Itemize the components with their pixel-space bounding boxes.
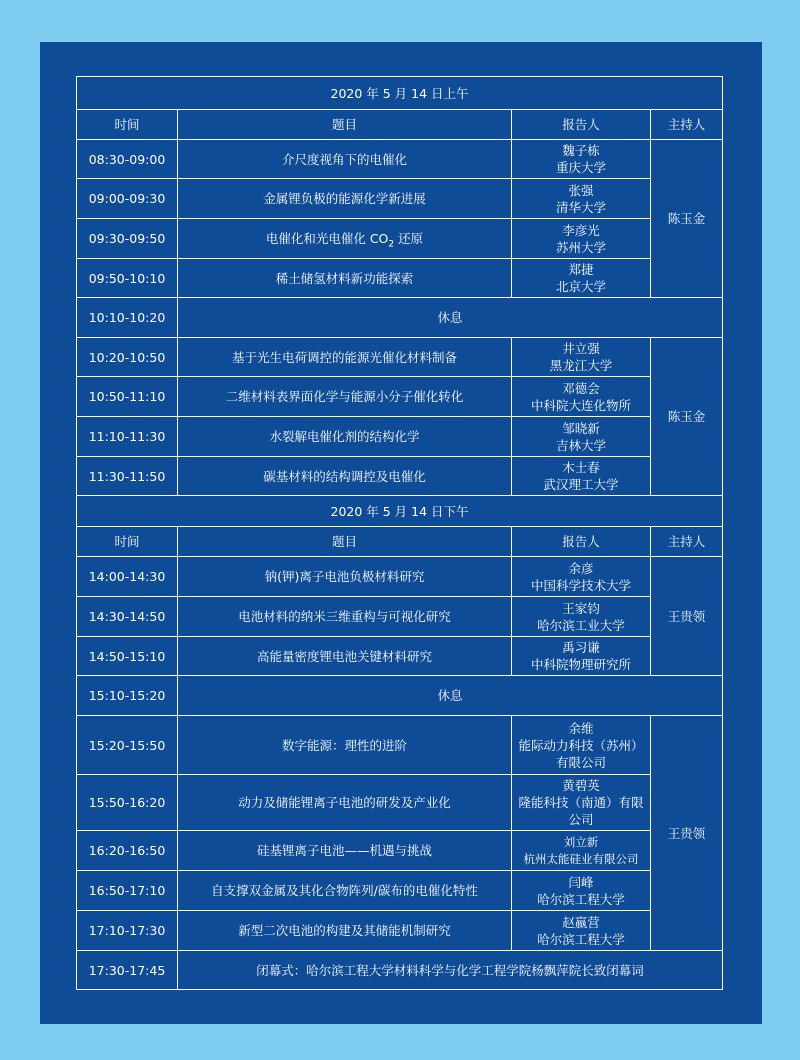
morning-session-title: 2020 年 5 月 14 日上午	[77, 77, 723, 110]
row-speaker	[512, 417, 651, 457]
speaker-org: 中科院大连化物所	[530, 397, 631, 413]
speaker-org: 隆能科技（南通）有限公司	[518, 795, 644, 827]
table-row	[77, 457, 723, 496]
header-row	[77, 527, 723, 557]
row-speaker	[512, 831, 651, 871]
row-topic: 水裂解电催化剂的结构化学	[178, 417, 512, 457]
row-topic: 电池材料的纳米三维重构与可视化研究	[178, 597, 512, 637]
speaker-org: 清华大学	[555, 199, 606, 215]
row-time: 17:10-17:30	[77, 911, 178, 951]
closing-row	[77, 951, 723, 990]
break-row	[77, 298, 723, 338]
speaker-name: 张强	[568, 182, 594, 198]
speaker-org: 哈尔滨工程大学	[537, 891, 625, 907]
break-time: 10:10-10:20	[77, 298, 178, 338]
header-topic: 题目	[178, 110, 512, 140]
session-title-row	[77, 496, 723, 527]
table-row	[77, 259, 723, 298]
speaker-name: 王家钧	[562, 600, 600, 616]
speaker-name: 魏子栋	[562, 143, 600, 158]
speaker-name: 井立强	[562, 341, 600, 356]
speaker-org: 中国科学技术大学	[530, 577, 631, 593]
row-speaker	[512, 457, 651, 496]
break-label: 休息	[178, 298, 723, 338]
row-speaker	[512, 597, 651, 637]
row-time: 14:00-14:30	[77, 557, 178, 597]
table-row	[77, 775, 723, 831]
row-topic	[178, 219, 512, 259]
row-topic: 钠(钾)离子电池负极材料研究	[178, 557, 512, 597]
closing-label: 闭幕式：哈尔滨工程大学材料科学与化学工程学院杨飘萍院长致闭幕词	[178, 951, 723, 990]
row-speaker	[512, 637, 651, 676]
speaker-org: 武汉理工大学	[543, 477, 619, 492]
row-topic: 基于光生电荷调控的能源光催化材料制备	[178, 338, 512, 377]
speaker-name: 闫峰	[568, 874, 594, 890]
row-time: 10:20-10:50	[77, 338, 178, 377]
row-topic: 新型二次电池的构建及其储能机制研究	[178, 911, 512, 951]
row-time: 15:50-16:20	[77, 775, 178, 831]
row-topic: 二维材料表界面化学与能源小分子催化转化	[178, 377, 512, 417]
topic-subscript: 2	[388, 239, 395, 250]
speaker-org: 重庆大学	[555, 160, 606, 175]
row-speaker	[512, 557, 651, 597]
header-speaker: 报告人	[512, 110, 651, 140]
row-speaker	[512, 259, 651, 298]
row-time: 11:30-11:50	[77, 457, 178, 496]
row-time: 08:30-09:00	[77, 140, 178, 179]
speaker-name: 李彦光	[562, 222, 600, 238]
speaker-org: 杭州太能硅业有限公司	[523, 851, 639, 866]
table-row	[77, 831, 723, 871]
break-time: 15:10-15:20	[77, 676, 178, 716]
topic-text-end: 还原	[394, 231, 424, 246]
speaker-org: 哈尔滨工业大学	[537, 617, 625, 633]
speaker-name: 郑捷	[568, 262, 594, 277]
row-time: 09:30-09:50	[77, 219, 178, 259]
host-cell: 陈玉金	[651, 338, 723, 496]
row-speaker	[512, 871, 651, 911]
row-time: 15:20-15:50	[77, 716, 178, 775]
speaker-name: 黄碧英	[562, 778, 600, 793]
row-topic: 数字能源：理性的进阶	[178, 716, 512, 775]
session-title-row	[77, 77, 723, 110]
speaker-name: 木士春	[562, 460, 600, 475]
header-row	[77, 110, 723, 140]
table-row	[77, 871, 723, 911]
row-time: 10:50-11:10	[77, 377, 178, 417]
host-cell: 王贵领	[651, 716, 723, 951]
header-topic: 题目	[178, 527, 512, 557]
row-speaker	[512, 377, 651, 417]
speaker-name: 余维	[568, 720, 594, 736]
schedule-table	[76, 76, 723, 990]
speaker-name: 刘立新	[563, 834, 599, 849]
speaker-name: 余彦	[568, 560, 594, 576]
table-row	[77, 637, 723, 676]
row-time: 14:30-14:50	[77, 597, 178, 637]
speaker-org: 中科院物理研究所	[530, 657, 631, 672]
row-time: 11:10-11:30	[77, 417, 178, 457]
speaker-org: 能际动力科技（苏州）有限公司	[518, 737, 644, 770]
row-topic: 高能量密度锂电池关键材料研究	[178, 637, 512, 676]
table-row	[77, 716, 723, 775]
speaker-org: 吉林大学	[555, 437, 606, 453]
closing-time: 17:30-17:45	[77, 951, 178, 990]
afternoon-session-title: 2020 年 5 月 14 日下午	[77, 496, 723, 527]
row-speaker	[512, 775, 651, 831]
row-topic: 硅基锂离子电池——机遇与挑战	[178, 831, 512, 871]
row-topic: 动力及储能锂离子电池的研发及产业化	[178, 775, 512, 831]
row-topic: 自支撑双金属及其化合物阵列/碳布的电催化特性	[178, 871, 512, 911]
table-row	[77, 377, 723, 417]
row-time: 09:00-09:30	[77, 179, 178, 219]
header-host: 主持人	[651, 527, 723, 557]
host-cell: 陈玉金	[651, 140, 723, 298]
host-cell: 王贵领	[651, 557, 723, 676]
row-topic: 碳基材料的结构调控及电催化	[178, 457, 512, 496]
speaker-name: 赵嬴营	[562, 914, 600, 930]
row-speaker	[512, 338, 651, 377]
row-speaker	[512, 219, 651, 259]
speaker-org: 哈尔滨工程大学	[537, 931, 625, 947]
row-topic: 介尺度视角下的电催化	[178, 140, 512, 179]
header-host: 主持人	[651, 110, 723, 140]
header-time: 时间	[77, 110, 178, 140]
table-row	[77, 179, 723, 219]
table-row	[77, 597, 723, 637]
speaker-org: 苏州大学	[555, 239, 606, 255]
row-speaker	[512, 179, 651, 219]
topic-text: 电催化和光电催化 CO	[265, 231, 389, 246]
speaker-org: 黑龙江大学	[549, 358, 613, 373]
speaker-name: 邓德会	[562, 380, 600, 396]
row-time: 16:20-16:50	[77, 831, 178, 871]
table-row	[77, 338, 723, 377]
table-row	[77, 219, 723, 259]
row-time: 09:50-10:10	[77, 259, 178, 298]
break-label: 休息	[178, 676, 723, 716]
row-time: 16:50-17:10	[77, 871, 178, 911]
speaker-name: 邹晓新	[562, 420, 600, 436]
table-row	[77, 140, 723, 179]
schedule-panel	[40, 42, 762, 1024]
row-topic: 金属锂负极的能源化学新进展	[178, 179, 512, 219]
table-row	[77, 557, 723, 597]
table-row	[77, 911, 723, 951]
header-time: 时间	[77, 527, 178, 557]
row-speaker	[512, 911, 651, 951]
row-time: 14:50-15:10	[77, 637, 178, 676]
table-row	[77, 417, 723, 457]
header-speaker: 报告人	[512, 527, 651, 557]
row-speaker	[512, 716, 651, 775]
row-speaker	[512, 140, 651, 179]
break-row	[77, 676, 723, 716]
speaker-name: 禹习谦	[562, 640, 600, 655]
row-topic: 稀土储氢材料新功能探索	[178, 259, 512, 298]
speaker-org: 北京大学	[555, 279, 606, 294]
